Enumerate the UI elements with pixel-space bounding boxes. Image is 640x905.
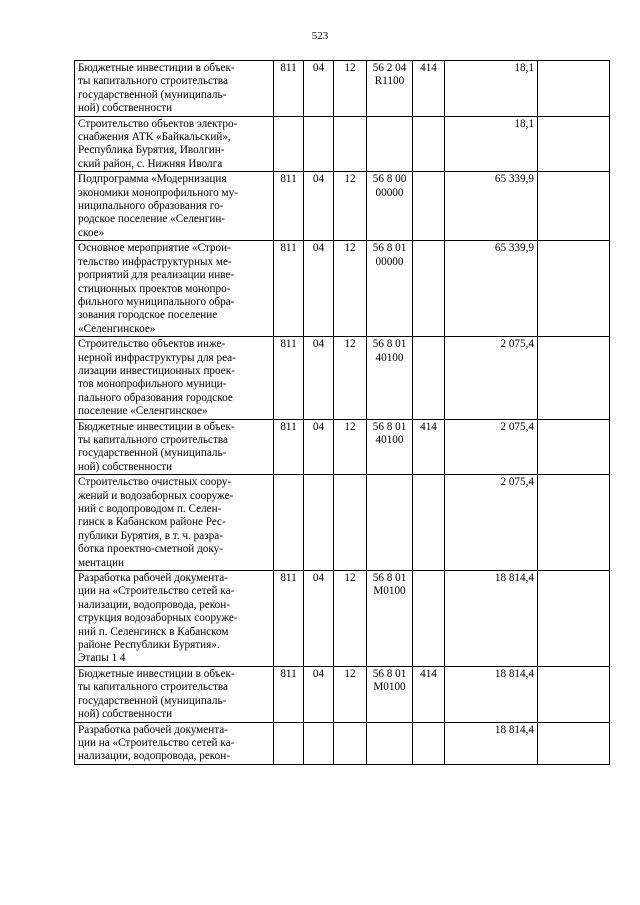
grbs-code-cell: 811: [274, 419, 304, 475]
table-row: [75, 172, 610, 241]
table-row: [75, 61, 610, 117]
item-name-line: нализации, водопровода, рекон-: [78, 750, 230, 763]
amount-cell: 18,1: [445, 116, 538, 172]
item-name-line: фильного муниципального обра-: [78, 295, 235, 308]
target-article-cell: [367, 722, 413, 764]
item-name-line: ниципального образования го-: [78, 200, 224, 213]
item-name-line: тов монопрофильного муници-: [78, 378, 227, 391]
item-name-line: государственной (муниципаль-: [78, 88, 227, 101]
table-row: [75, 666, 610, 722]
section-code-cell: 04: [304, 172, 334, 241]
target-article-line: 00000: [375, 255, 404, 268]
item-name-line: государственной (муниципаль-: [78, 694, 227, 707]
item-name-cell: [75, 337, 274, 419]
item-name-line: ной) собственности: [78, 460, 173, 473]
section-code-cell: [304, 475, 334, 571]
extra-cell: [538, 666, 610, 722]
item-name-cell: [75, 722, 274, 764]
table-row: [75, 475, 610, 571]
target-article-cell: [367, 666, 413, 722]
expense-type-cell: 414: [413, 61, 445, 117]
item-name-cell: [75, 419, 274, 475]
grbs-code-cell: 811: [274, 571, 304, 667]
expense-type-cell: [413, 172, 445, 241]
amount-cell: 65 339,9: [445, 172, 538, 241]
item-name-line: Подпрограмма «Модернизация: [78, 173, 227, 186]
item-name-line: родское поселение «Селенгин-: [78, 213, 226, 226]
section-code-cell: 04: [304, 666, 334, 722]
extra-cell: [538, 722, 610, 764]
subsection-code-cell: 12: [334, 61, 367, 117]
item-name-line: Строительство объектов электро-: [78, 117, 238, 130]
grbs-code-cell: [274, 722, 304, 764]
subsection-code-cell: 12: [334, 172, 367, 241]
target-article-cell: [367, 419, 413, 475]
grbs-code-cell: 811: [274, 337, 304, 419]
subsection-code-cell: [334, 475, 367, 571]
grbs-code-cell: 811: [274, 172, 304, 241]
item-name-line: жений и водозаборных сооруже-: [78, 489, 234, 502]
item-name-line: роприятий для реализации инве-: [78, 269, 235, 282]
extra-cell: [538, 337, 610, 419]
section-code-cell: 04: [304, 337, 334, 419]
extra-cell: [538, 241, 610, 337]
item-name-line: Разработка рабочей документа-: [78, 723, 228, 736]
subsection-code-cell: 12: [334, 419, 367, 475]
target-article-line: 56 2 04: [372, 62, 407, 74]
item-name-line: ции на «Строительство сетей ка-: [78, 585, 235, 598]
item-name-line: стиционных проектов монопро-: [78, 282, 231, 295]
item-name-line: экономики монопрофильного му-: [78, 186, 238, 199]
item-name-line: ний с водопроводом п. Селен-: [78, 503, 222, 515]
target-article-line: 56 8 01: [372, 338, 407, 351]
section-code-cell: 04: [304, 241, 334, 337]
item-name-line: Бюджетные инвестиции в объек-: [78, 420, 235, 433]
expense-type-cell: 414: [413, 419, 445, 475]
subsection-code-cell: [334, 722, 367, 764]
item-name-line: Этапы 1 4: [78, 652, 126, 665]
item-name-line: струкция водозаборных сооруже-: [78, 612, 238, 625]
item-name-line: гинск в Кабанском районе Рес-: [78, 516, 226, 529]
item-name-line: ний п. Селенгинск в Кабанском: [78, 625, 229, 638]
extra-cell: [538, 172, 610, 241]
subsection-code-cell: [334, 116, 367, 172]
item-name-line: «Селенгинское»: [78, 322, 156, 335]
item-name-line: зования городское поселение: [78, 309, 218, 322]
item-name-cell: [75, 571, 274, 667]
item-name-line: Разработка рабочей документа-: [78, 572, 228, 585]
subsection-code-cell: 12: [334, 337, 367, 419]
grbs-code-cell: 811: [274, 61, 304, 117]
item-name-line: Основное мероприятие «Строи-: [78, 242, 231, 255]
item-name-line: пального образования городское: [78, 391, 233, 404]
subsection-code-cell: 12: [334, 666, 367, 722]
item-name-line: ты капитального строительства: [78, 433, 228, 446]
extra-cell: [538, 571, 610, 667]
item-name-line: публики Бурятия, в т. ч. разра-: [78, 529, 223, 542]
target-article-line: R1100: [374, 75, 405, 88]
grbs-code-cell: 811: [274, 241, 304, 337]
item-name-line: ментации: [78, 556, 124, 569]
item-name-cell: [75, 172, 274, 241]
item-name-line: Бюджетные инвестиции в объек-: [78, 667, 235, 680]
table-row: [75, 722, 610, 764]
item-name-line: лизации инвестиционных проек-: [78, 364, 235, 377]
item-name-line: государственной (муниципаль-: [78, 447, 227, 460]
item-name-cell: [75, 666, 274, 722]
amount-cell: 2 075,4: [445, 337, 538, 419]
table-row: [75, 116, 610, 172]
target-article-line: M0100: [373, 585, 406, 598]
item-name-cell: [75, 116, 274, 172]
item-name-line: ский район, с. Нижняя Иволга: [78, 157, 223, 170]
amount-cell: 18 814,4: [445, 571, 538, 667]
target-article-line: M0100: [373, 681, 406, 694]
grbs-code-cell: [274, 116, 304, 172]
target-article-line: 56 8 01: [372, 572, 407, 585]
amount-cell: 2 075,4: [445, 419, 538, 475]
target-article-line: 40100: [375, 351, 404, 364]
target-article-cell: [367, 116, 413, 172]
target-article-line: 56 8 01: [372, 242, 407, 255]
expense-type-cell: [413, 722, 445, 764]
extra-cell: [538, 475, 610, 571]
amount-cell: 18,1: [445, 61, 538, 117]
extra-cell: [538, 116, 610, 172]
item-name-line: Бюджетные инвестиции в объек-: [78, 62, 235, 74]
target-article-cell: [367, 571, 413, 667]
item-name-line: ты капитального строительства: [78, 681, 228, 694]
item-name-line: нерной инфраструктуры для реа-: [78, 351, 236, 364]
expense-type-cell: 414: [413, 666, 445, 722]
extra-cell: [538, 419, 610, 475]
table-row: [75, 571, 610, 667]
target-article-line: 00000: [375, 186, 404, 199]
amount-cell: 65 339,9: [445, 241, 538, 337]
target-article-line: 40100: [375, 433, 404, 446]
section-code-cell: 04: [304, 61, 334, 117]
grbs-code-cell: [274, 475, 304, 571]
section-code-cell: [304, 722, 334, 764]
table-row: [75, 419, 610, 475]
target-article-cell: [367, 475, 413, 571]
item-name-line: тельство инфраструктурных ме-: [78, 255, 232, 268]
subsection-code-cell: 12: [334, 241, 367, 337]
item-name-cell: [75, 61, 274, 117]
amount-cell: 18 814,4: [445, 666, 538, 722]
grbs-code-cell: 811: [274, 666, 304, 722]
item-name-line: снабжения АТК «Байкальский»,: [78, 131, 231, 144]
target-article-line: 56 8 01: [372, 420, 407, 433]
item-name-line: Строительство очистных соору-: [78, 476, 232, 489]
table-row: [75, 337, 610, 419]
item-name-line: ной) собственности: [78, 708, 173, 721]
expense-type-cell: [413, 241, 445, 337]
page-number: 523: [311, 30, 329, 42]
amount-cell: 2 075,4: [445, 475, 538, 571]
target-article-cell: [367, 172, 413, 241]
expense-type-cell: [413, 116, 445, 172]
item-name-line: поселение «Селенгинское»: [78, 405, 208, 418]
target-article-line: 56 8 00: [372, 173, 407, 186]
section-code-cell: 04: [304, 419, 334, 475]
item-name-line: ботка проектно-сметной доку-: [78, 543, 223, 556]
item-name-line: Республика Бурятия, Иволгин-: [78, 144, 225, 157]
expense-type-cell: [413, 571, 445, 667]
amount-cell: 18 814,4: [445, 722, 538, 764]
section-code-cell: [304, 116, 334, 172]
item-name-line: Строительство объектов инже-: [78, 338, 226, 351]
expense-type-cell: [413, 337, 445, 419]
subsection-code-cell: 12: [334, 571, 367, 667]
expense-type-cell: [413, 475, 445, 571]
item-name-cell: [75, 475, 274, 571]
extra-cell: [538, 61, 610, 117]
item-name-line: нализации, водопровода, рекон-: [78, 598, 230, 611]
item-name-line: ты капитального строительства: [78, 75, 228, 88]
item-name-line: ское»: [78, 226, 105, 239]
item-name-line: ной) собственности: [78, 102, 173, 115]
item-name-cell: [75, 241, 274, 337]
target-article-cell: [367, 337, 413, 419]
target-article-cell: [367, 61, 413, 117]
budget-table: [74, 60, 610, 765]
item-name-line: ции на «Строительство сетей ка-: [78, 736, 235, 749]
item-name-line: районе Республики Бурятия».: [78, 639, 220, 652]
target-article-line: 56 8 01: [372, 667, 407, 680]
table-row: [75, 241, 610, 337]
target-article-cell: [367, 241, 413, 337]
section-code-cell: 04: [304, 571, 334, 667]
